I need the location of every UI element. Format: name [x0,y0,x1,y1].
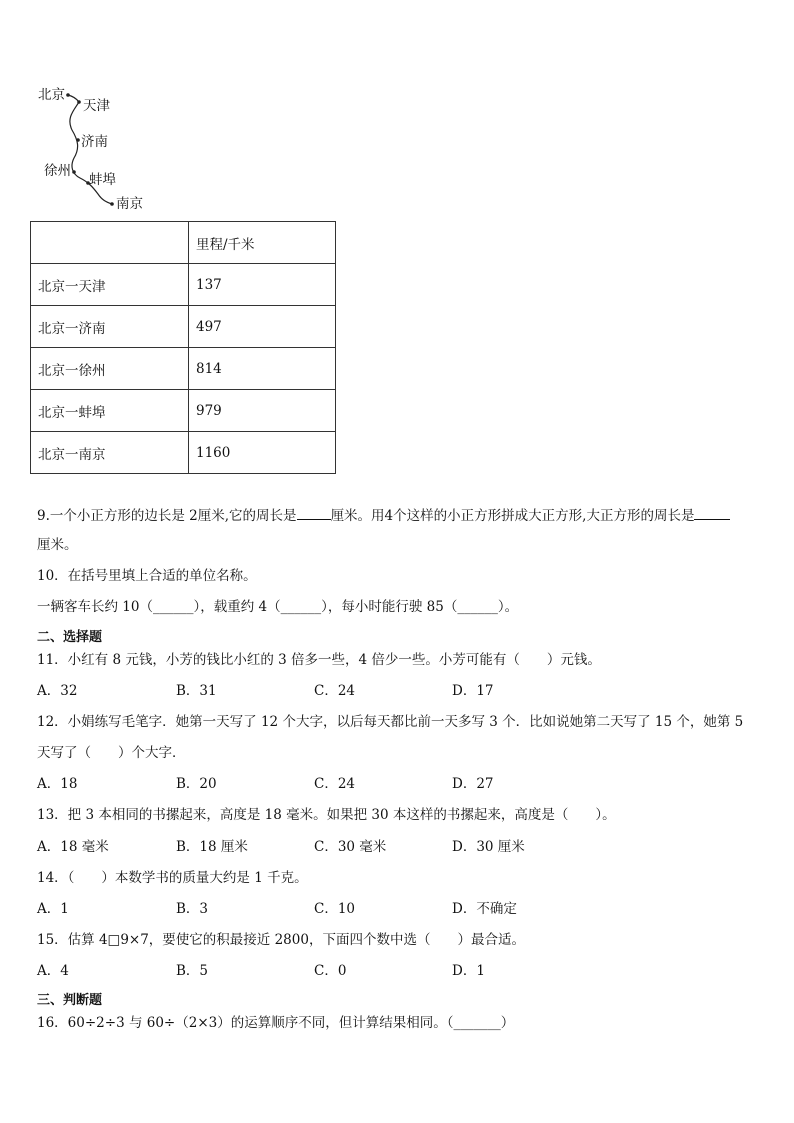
city-dot [66,93,70,97]
table-cell: 北京一徐州 [31,348,189,390]
option-c[interactable]: C．24 [314,776,356,792]
question-12-cont: 天写了（ ）个大字． [37,745,186,761]
table-cell: 北京一济南 [31,306,189,348]
table-cell: 137 [189,264,336,306]
table-cell: 814 [189,348,336,390]
question-9-part1: 9.一个小正方形的边长是 2厘米,它的周长是 [37,508,297,524]
option-b[interactable]: B．31 [176,683,217,699]
table-row [31,306,336,348]
question-9 [37,505,730,525]
section-heading: 三、判断题 [37,993,103,1008]
option-c[interactable]: C．0 [314,963,347,979]
city-dot [76,138,80,142]
option-d[interactable]: D．不确定 [452,901,517,917]
option-b[interactable]: B．20 [176,776,217,792]
option-a[interactable]: A．1 [37,901,69,917]
city-label: 蚌埠 [89,172,116,188]
option-c[interactable]: C．10 [314,901,356,917]
question-11: 11．小红有 8 元钱，小芳的钱比小红的 3 倍多一些，4 倍少一些。小芳可能有（ ）元钱。 [37,652,601,668]
question-10: 10．在括号里填上合适的单位名称。 [37,568,257,584]
question-16: 16．60÷2÷3 与 60÷（2×3）的运算顺序不同，但计算结果相同。（_______） [37,1015,515,1031]
question-13: 13．把 3 本相同的书摞起来，高度是 18 毫米。如果把 30 本这样的书摞起来，高度是（ ）。 [37,807,616,823]
option-a[interactable]: A．18 [37,776,78,792]
city-label: 徐州 [44,163,71,179]
question-9-cont: 厘米。 [37,537,78,553]
option-a[interactable]: A．18 毫米 [37,839,109,855]
option-d[interactable]: D．17 [452,683,494,699]
route-map [36,82,166,217]
option-b[interactable]: B．5 [176,963,209,979]
question-14: 14．（ ）本数学书的质量大约是 1 千克。 [37,870,308,886]
table-cell: 497 [189,306,336,348]
option-d[interactable]: D．30 厘米 [452,839,525,855]
option-c[interactable]: C．30 毫米 [314,839,387,855]
table-cell: 北京一天津 [31,264,189,306]
table-row [31,390,336,432]
city-label: 天津 [83,98,110,114]
option-b[interactable]: B．18 厘米 [176,839,248,855]
city-label: 济南 [81,134,108,150]
option-d[interactable]: D．27 [452,776,494,792]
city-dot [72,170,76,174]
table-cell: 北京一蚌埠 [31,390,189,432]
table-header-cell: 里程/千米 [189,222,336,264]
question-9-part2: 厘米。用4个这样的小正方形拼成大正方形,大正方形的周长是 [330,508,695,524]
question-12: 12．小娟练写毛笔字．她第一天写了 12 个大字，以后每天都比前一天多写 3 个．比如说她第二天写了 15 个，她第 5 [37,714,744,730]
option-d[interactable]: D．1 [452,963,485,979]
city-dot [110,202,114,206]
option-a[interactable]: A．32 [37,683,78,699]
city-label: 南京 [116,196,143,212]
table-header-row [31,222,336,264]
city-dot [77,100,81,104]
table-cell: 北京一南京 [31,432,189,474]
table-row [31,264,336,306]
option-b[interactable]: B．3 [176,901,209,917]
answer-blank[interactable] [694,505,730,520]
table-cell: 979 [189,390,336,432]
option-a[interactable]: A．4 [37,963,69,979]
table-row [31,348,336,390]
table-cell: 1160 [189,432,336,474]
question-15: 15．估算 4□9×7，要使它的积最接近 2800，下面四个数中选（ ）最合适。 [37,932,525,948]
table-header-cell [31,222,189,264]
option-c[interactable]: C．24 [314,683,356,699]
city-label: 北京 [38,87,65,103]
table-row [31,432,336,474]
question-10-sub: 一辆客车长约 10（______），载重约 4（______），每小时能行驶 85（______）。 [37,599,519,615]
answer-blank[interactable] [297,505,331,520]
section-heading: 二、选择题 [37,630,103,645]
distance-table [30,221,336,474]
